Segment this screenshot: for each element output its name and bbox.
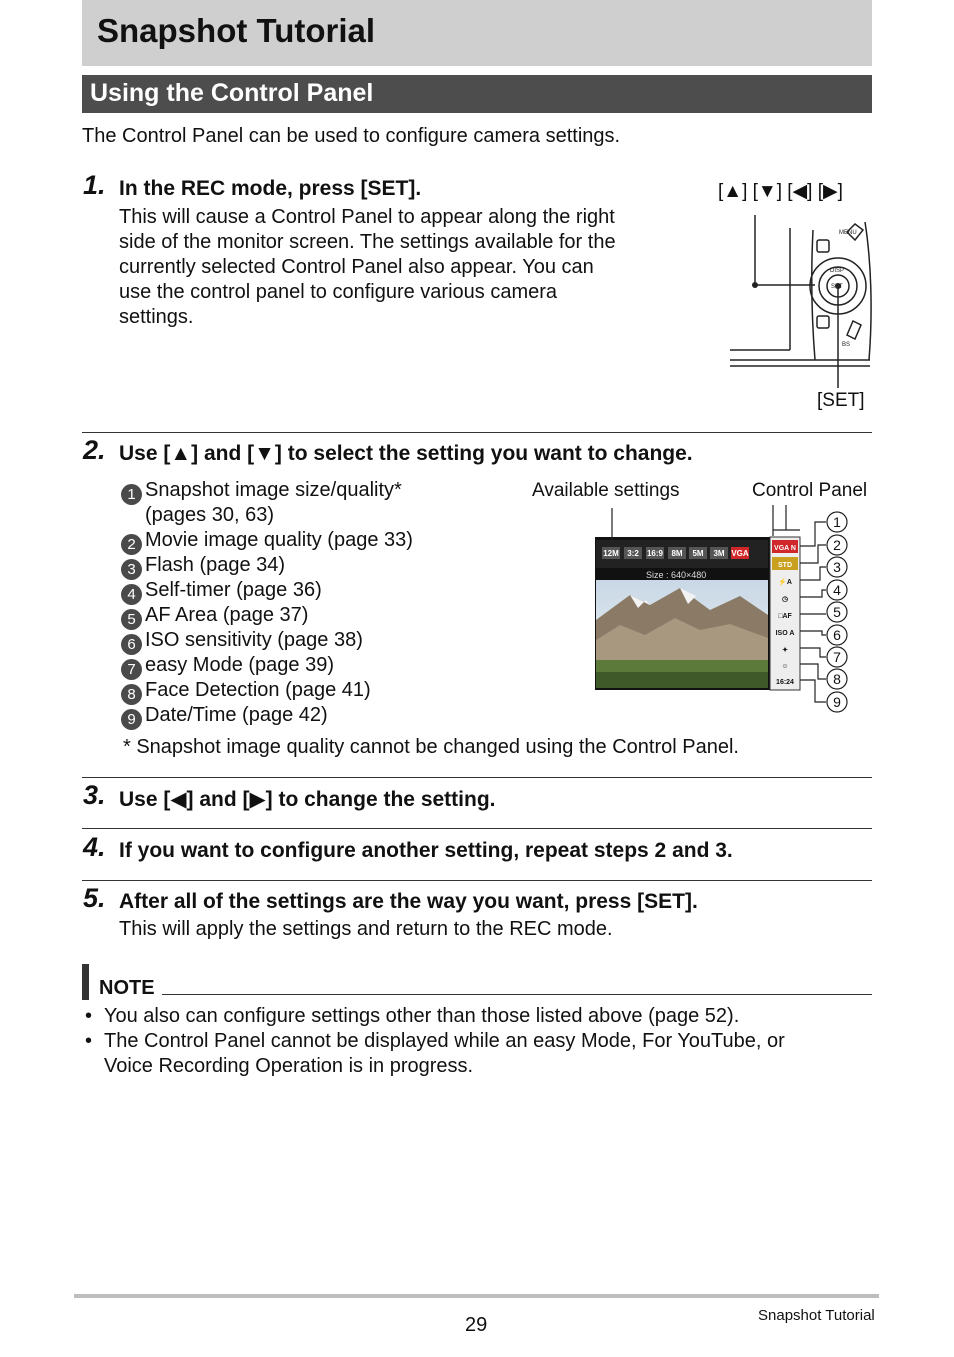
list-item (121, 478, 402, 505)
callout-number: 6 (121, 634, 142, 655)
callout-number: 1 (121, 484, 142, 505)
note-bullet-text: The Control Panel cannot be displayed while an easy Mode, For YouTube, or (104, 1030, 785, 1052)
panel-icon: □AF (778, 613, 792, 620)
list-item-text: Movie image quality (page 33) (145, 529, 413, 551)
list-item (121, 703, 328, 730)
panel-icon: ⚡A (778, 579, 792, 586)
step-3-number: 3. (83, 780, 106, 810)
panel-icon: ✦ (782, 647, 788, 654)
step-divider (82, 777, 872, 778)
step-divider (82, 880, 872, 881)
step-5-title: After all of the settings are the way you want, press [SET]. (119, 890, 698, 913)
bullet-dot: • (85, 1005, 93, 1027)
callout-number: 2 (121, 534, 142, 555)
note-bullet-text: Voice Recording Operation is in progress. (104, 1055, 474, 1077)
section-title: Using the Control Panel (90, 79, 374, 107)
callout-number: 7 (833, 649, 841, 665)
footer-rule (74, 1294, 879, 1298)
callout-number: 4 (833, 582, 841, 598)
list-item (121, 528, 413, 555)
intro-text: The Control Panel can be used to configure camera settings. (82, 125, 621, 147)
list-item (121, 653, 334, 680)
option-label: 8M (671, 549, 683, 558)
callout-number: 3 (833, 559, 841, 575)
step-3-title: Use [◀] and [▶] to change the setting. (119, 788, 496, 811)
step-divider (82, 828, 872, 829)
page-number: 29 (465, 1314, 488, 1336)
callout-number: 7 (121, 659, 142, 680)
list-item (121, 603, 308, 630)
note-label: NOTE (99, 977, 155, 999)
step-1-title: In the REC mode, press [SET]. (119, 177, 422, 200)
panel-icon: ISO A (775, 630, 795, 637)
option-label: 12M (603, 549, 619, 558)
option-label: VGA (731, 549, 749, 558)
disp-button-label: DISP (830, 268, 845, 274)
direction-keys-label: [▲] [▼] [◀] [▶] (718, 181, 843, 202)
callout-number: 3 (121, 559, 142, 580)
note-rule (162, 994, 872, 995)
control-panel-screen-illustration (590, 500, 860, 715)
list-item-text: ISO sensitivity (page 38) (145, 629, 363, 651)
step-2-number: 2. (83, 435, 106, 465)
list-item (121, 628, 363, 655)
panel-icon: STD (778, 562, 792, 569)
callout-number: 9 (121, 709, 142, 730)
callout-number: 8 (833, 671, 841, 687)
panel-icon: ☺ (781, 663, 789, 670)
list-item (121, 678, 371, 705)
set-button-label: SET (831, 284, 843, 290)
step-4-title: If you want to configure another setting, repeat steps 2 and 3. (119, 839, 733, 862)
step-4-number: 4. (83, 832, 106, 862)
option-label: 16:9 (646, 549, 664, 558)
list-item (121, 553, 285, 580)
callout-number: 6 (833, 627, 841, 643)
step-1-body-line: use the control panel to configure various camera (119, 281, 558, 303)
list-item-text: Snapshot image size/quality* (145, 479, 402, 501)
list-item-text: Flash (page 34) (145, 554, 286, 576)
option-label: 3:2 (627, 549, 639, 558)
note-bullet-text: You also can configure settings other than those listed above (page 52). (104, 1005, 740, 1027)
list-item-text: Self-timer (page 36) (145, 579, 322, 601)
page-title: Snapshot Tutorial (97, 12, 376, 49)
list-item-text: Date/Time (page 42) (145, 704, 328, 726)
step-2-title: Use [▲] and [▼] to select the setting you want to change. (119, 442, 693, 465)
bs-button-label: BS (842, 342, 851, 348)
callout-number: 5 (121, 609, 142, 630)
available-settings-label: Available settings (532, 480, 680, 501)
panel-icon: ◷ (781, 596, 789, 603)
menu-button-label: MENU (839, 230, 857, 236)
list-item (145, 503, 274, 528)
callout-number: 1 (833, 514, 841, 530)
step-5-body: This will apply the settings and return to the REC mode. (119, 918, 613, 940)
list-item-text: AF Area (page 37) (145, 604, 309, 626)
callout-number: 8 (121, 684, 142, 705)
camera-back-illustration (725, 210, 875, 400)
footnote: * Snapshot image quality cannot be changed using the Control Panel. (123, 736, 739, 758)
note-marker (82, 964, 89, 1000)
callout-number: 2 (833, 537, 841, 553)
list-item-text: Face Detection (page 41) (145, 679, 371, 701)
bullet-dot: • (85, 1030, 93, 1052)
panel-icon: VGA N (774, 545, 796, 552)
step-1-number: 1. (83, 170, 106, 200)
option-label: 5M (692, 549, 704, 558)
set-key-label: [SET] (817, 390, 865, 411)
step-5-number: 5. (83, 883, 106, 913)
callout-number: 9 (833, 694, 841, 710)
list-item-text: easy Mode (page 39) (145, 654, 335, 676)
list-item (121, 578, 322, 605)
step-divider (82, 432, 872, 433)
step-1-body-line: settings. (119, 306, 194, 328)
step-1-body-line: This will cause a Control Panel to appear along the right (119, 206, 615, 228)
step-1-body-line: side of the monitor screen. The settings available for the (119, 231, 616, 253)
footer-section-name: Snapshot Tutorial (758, 1307, 875, 1324)
panel-icon: 16:24 (776, 679, 794, 686)
size-readout: Size : 640×480 (646, 570, 707, 580)
option-label: 3M (713, 549, 725, 558)
callout-number: 4 (121, 584, 142, 605)
list-item-text: (pages 30, 63) (145, 504, 274, 526)
callout-number: 5 (833, 604, 841, 620)
step-1-body-line: currently selected Control Panel also appear. You can (119, 256, 594, 278)
control-panel-label: Control Panel (752, 480, 868, 501)
